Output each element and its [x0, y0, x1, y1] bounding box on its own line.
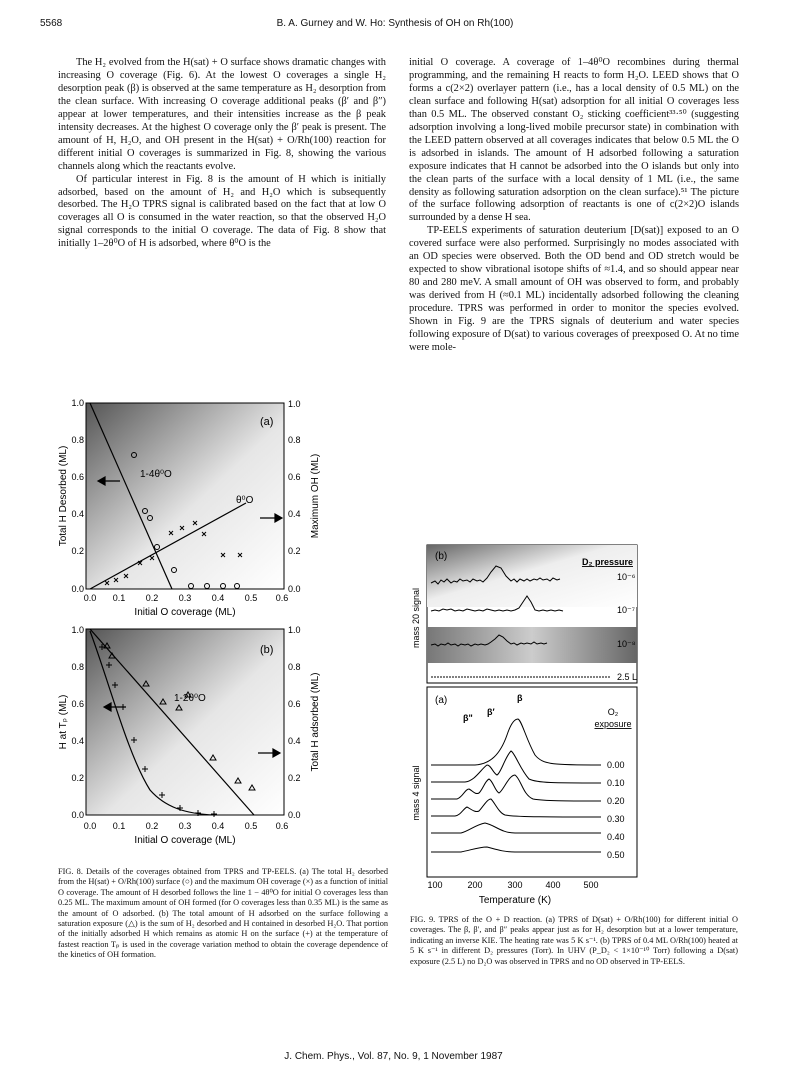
figure-8: [50, 395, 350, 863]
tick-label: 0.0: [71, 584, 84, 594]
page-footer: J. Chem. Phys., Vol. 87, No. 9, 1 November 1987: [284, 1051, 503, 1062]
tick-label: 0.6: [71, 699, 84, 709]
tick-label: 0.6: [275, 821, 289, 831]
curve-label: 10⁻⁷: [617, 605, 636, 615]
peak-label-beta: β: [517, 693, 523, 703]
y-axis-label-left: H at Tₚ (ML): [58, 694, 69, 750]
tick-label: 300: [507, 880, 523, 890]
tick-label: 500: [583, 880, 599, 890]
legend-title: O₂: [607, 707, 619, 717]
tick-label: 1.0: [288, 625, 301, 635]
y-axis-label-right: Maximum OH (ML): [310, 453, 321, 539]
tick-label: 1.0: [71, 398, 84, 408]
tick-label: 0.3: [178, 593, 192, 603]
curve-label: 10⁻⁶: [617, 572, 636, 582]
tick-label: 0.8: [288, 435, 301, 445]
legend-title: D₂ pressure: [581, 557, 633, 567]
panel-label: (b): [260, 644, 274, 656]
tick-label: 0.8: [288, 662, 301, 672]
tick-label: 0.8: [71, 662, 84, 672]
y-axis-label-right: Total H adsorbed (ML): [310, 672, 321, 772]
paragraph: The H₂ evolved from the H(sat) + O surface shows dramatic changes with increasing O coverage (Fig. 6). At the lowest O coverages a single H₂ desorption peak (β) is observed at the same temperature as H₂ desorption from the clean surface. With increasing O coverage additional peaks (β′ and β″) appear at lower temperatures, and their intensities increase as the β peak intensity decreases. At the highest O coverage only the β′ peak is present. The amount of H, H₂O, and OH present in the H(sat) + O/Rh(100) reaction for different initial O coverages is summarized in Fig. 8, showing the various channels along which the reactants evolve.: [58, 57, 386, 172]
tick-label: 1.0: [288, 399, 301, 409]
tick-label: 0.5: [244, 821, 258, 831]
legend-title: exposure: [594, 719, 632, 729]
fig8-panel-b: [58, 625, 321, 846]
tick-label: 0.6: [275, 593, 289, 603]
tick-label: 0.1: [112, 593, 126, 603]
curve-label: 0.20: [607, 796, 625, 806]
tick-label: 0.2: [145, 821, 159, 831]
tick-label: 0.8: [71, 435, 84, 445]
page-number: 5568: [40, 18, 63, 29]
paragraph: initial O coverage. A coverage of 1–4θ⁰O recombines during thermal programming, and the remaining H reacts to form H₂O. LEED shows that O forms a c(2×2) overlayer pattern (i.e., has a local density of 0.5 ML) on the clean surface and following H(sat) adsorption for all initial O coverages less than 0.5 ML. The observed constant O₂ sticking coefficient³³·⁵⁰ (suggesting adsorption involving a long-lived mobile precursor state) in combination with the LEED pattern observed at all coverages indicates that below 0.5 ML the O is adsorbed in islands. The amount of H adsorbed following a saturation exposure indicates that H cannot be adsorbed into the O islands but only into the clean parts of the surface with a local density of 1 ML (i.e., the same density as following saturation adsorption on the clean surface).⁵¹ The picture of the surface following adsorption of reactants is one of c(2×2)O islands surrounded by a dense H sea.: [409, 57, 739, 224]
tick-label: 0.2: [288, 546, 301, 556]
tick-label: 100: [427, 880, 443, 890]
right-column-text: [409, 57, 739, 355]
x-axis-label: Initial O coverage (ML): [134, 835, 236, 846]
annotation-theta: θ⁰O: [236, 495, 254, 506]
figure-8-caption: FIG. 8. Details of the coverages obtained from TPRS and TP-EELS. (a) The total H₂ desorbed from the H(sat) + O/Rh(100) surface (○) and the maximum OH coverage (×) as a function of initial O coverage. The amount of H desorbed follows the line 1 − 4θ⁰O for initial O coverages less than 0.25 ML. The maximum amount of OH formed (for O coverages less than 0.35 ML) is the same as the amount of O adsorbed. (b) The total amount of H adsorbed on the surface following a saturation exposure (△) is the sum of H₂ desorbed and H contained in desorbed H₂O. That portion of the initially adsorbed H which remains as atomic H on the surface (+) at the temperature of fastest reaction Tₚ is used in the coverage variation method to obtain the coverage dependence of the kinetics of OH formation.: [58, 867, 388, 960]
curve-label: 0.10: [607, 778, 625, 788]
tick-label: 0.0: [288, 810, 301, 820]
curve-label: 10⁻⁸: [617, 639, 636, 649]
tick-label: 0.6: [71, 472, 84, 482]
tick-label: 0.0: [71, 810, 84, 820]
y-axis-label: mass 4 signal: [411, 765, 421, 821]
tick-label: 0.4: [211, 821, 225, 831]
tick-label: 0.4: [288, 509, 301, 519]
tick-label: 0.2: [145, 593, 159, 603]
figure-9-caption: FIG. 9. TPRS of the O + D reaction. (a) TPRS of D(sat) + O/Rh(100) for different initial O coverages. The β, β′, and β″ peaks appear just as for H₂ desorption but at a lower temperature, indicating an inverse KIE. The heating rate was 5 K s⁻¹. (b) TPRS of 0.4 ML O/Rh(100) heated at 5 K s⁻¹ in different D₂ pressures (Torr). In UHV (P_D₂ < 1×10⁻¹⁰ Torr) following a D(sat) exposure (2.5 L) no D₂O was observed in TPRS and no OD observed in TP-EELS.: [410, 915, 738, 966]
peak-label-beta-double-prime: β": [463, 713, 473, 723]
curve-label: 0.00: [607, 760, 625, 770]
fig9-panel-a: [411, 687, 637, 877]
annotation-1-2theta: 1-2θ⁰O: [174, 693, 206, 704]
page-header: [40, 18, 750, 32]
annotation-1-4theta: 1-4θ⁰O: [140, 469, 172, 480]
tick-label: 0.6: [288, 699, 301, 709]
tick-label: 0.2: [71, 773, 84, 783]
panel-label: (a): [435, 695, 448, 706]
paragraph: TP-EELS experiments of saturation deuterium [D(sat)] exposed to an O covered surface were also performed. Surprisingly no modes associated with an OD species were observed. Both the OD bend and OD stretch would be expected to show vibrational isotope shifts of ≈1.4, and so should appear near 80 and 280 meV. A small amount of OH was observed to form, and probably was derived from H (≈0.1 ML) incidentally adsorbed following the cleaning procedure. TPRS was performed in order to monitor the species evolved. Shown in Fig. 9 are the TPRS signals of deuterium and water species following exposure of D(sat) to various coverages of preexposed O. At no time were mole-: [409, 225, 739, 353]
x-axis-label: Temperature (K): [478, 895, 552, 906]
figure-9: [405, 543, 645, 915]
tick-label: 0.0: [83, 593, 97, 603]
tick-label: 0.4: [288, 736, 301, 746]
tick-label: 0.4: [71, 509, 84, 519]
tick-label: 1.0: [71, 625, 84, 635]
tick-label: 0.4: [71, 736, 84, 746]
fig9-panel-b: [411, 545, 637, 683]
x-axis-label: Initial O coverage (ML): [134, 607, 236, 618]
tick-label: 200: [467, 880, 483, 890]
tick-label: 0.6: [288, 472, 301, 482]
y-axis-label-left: Total H Desorbed (ML): [58, 445, 69, 547]
fig8-panel-a: [58, 398, 321, 618]
curve-label: 0.30: [607, 814, 625, 824]
tick-label: 0.2: [71, 546, 84, 556]
left-column-text: [58, 57, 386, 251]
tick-label: 0.1: [112, 821, 126, 831]
tick-label: 0.3: [178, 821, 192, 831]
tick-label: 0.0: [83, 821, 97, 831]
y-axis-label: mass 20 signal: [411, 587, 421, 649]
tick-label: 400: [545, 880, 561, 890]
panel-label: (b): [435, 551, 448, 562]
panel-label: (a): [260, 416, 274, 428]
tick-label: 0.2: [288, 773, 301, 783]
paragraph: Of particular interest in Fig. 8 is the amount of H which is initially adsorbed, based on the amount of H₂ and H₂O which is subsequently desorbed. The H₂O TPRS signal is calibrated based on the fact that at low O coverages all O is consumed in the water reaction, so that the observed H₂O signal corresponds to the initial O coverage. The data of Fig. 8 show that initially 1–2θ⁰O of H is adsorbed, where θ⁰O is the: [58, 173, 386, 250]
curve-label: 2.5 L: [617, 672, 638, 682]
tick-label: 0.5: [244, 593, 258, 603]
curve-label: 0.40: [607, 832, 625, 842]
tick-label: 0.0: [288, 584, 301, 594]
peak-label-beta-prime: β′: [487, 707, 495, 717]
running-title: B. A. Gurney and W. Ho: Synthesis of OH on Rh(100): [276, 18, 514, 29]
curve-label: 0.50: [607, 850, 625, 860]
tick-label: 0.4: [211, 593, 225, 603]
